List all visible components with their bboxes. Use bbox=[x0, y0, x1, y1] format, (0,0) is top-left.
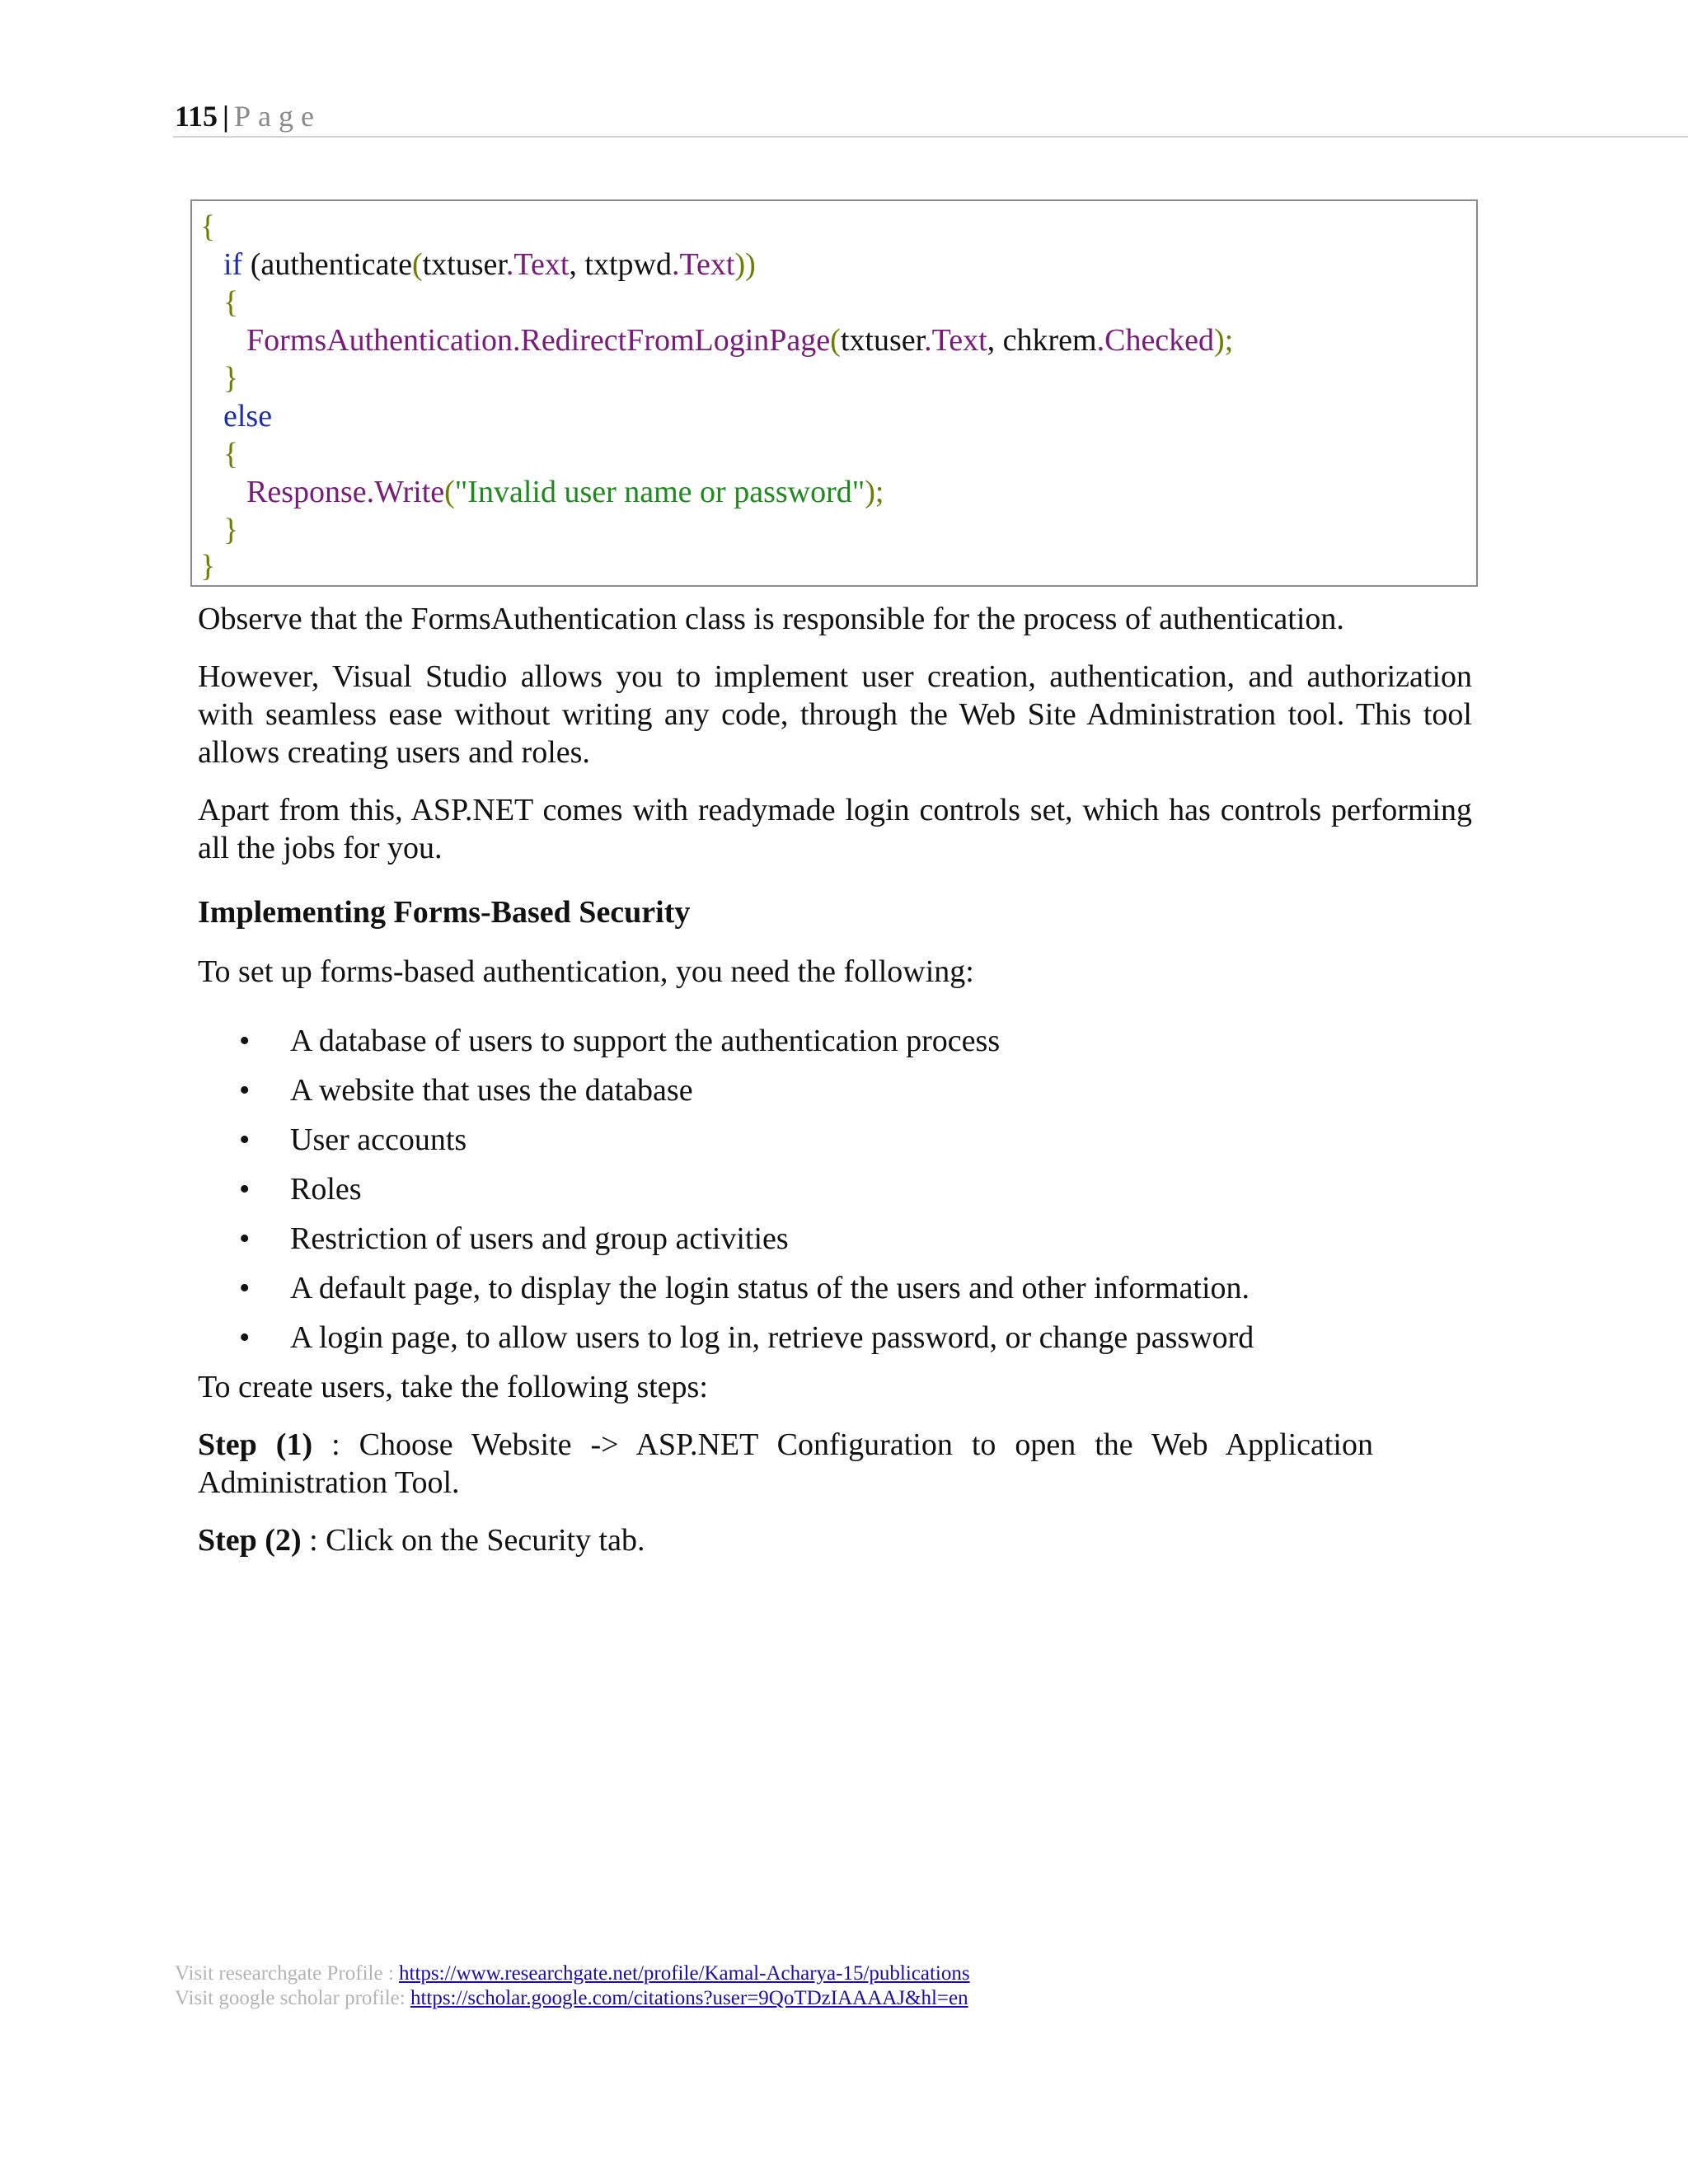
footer-researchgate bbox=[175, 1961, 970, 1986]
code-line-7: { bbox=[223, 437, 239, 471]
code-block bbox=[190, 199, 1478, 587]
code-line-5: } bbox=[223, 361, 239, 396]
paragraph-1: Observe that the FormsAuthentication class is responsible for the process of authentication. bbox=[198, 602, 1344, 636]
list-item: • A default page, to display the login status of the users and other information. bbox=[239, 1271, 1250, 1305]
list-item: • A database of users to support the authentication process bbox=[239, 1024, 1001, 1058]
step-2 bbox=[198, 1521, 1373, 1559]
paragraph-2: However, Visual Studio allows you to implement user creation, authentication, and authorization with seamless ease without writing any code, through the Web Site Administration tool. This tool allows creating users and roles. bbox=[198, 659, 1472, 770]
researchgate-link[interactable]: https://www.researchgate.net/profile/Kamal-Acharya-15/publications bbox=[399, 1962, 970, 1985]
section-heading: Implementing Forms-Based Security bbox=[198, 895, 691, 930]
paragraph-5: To create users, take the following steps: bbox=[198, 1370, 708, 1404]
list-item: • User accounts bbox=[239, 1122, 467, 1157]
code-line-2: if (authenticate(txtuser.Text, txtpwd.Text)) bbox=[223, 247, 756, 282]
list-item: • A login page, to allow users to log in, retrieve password, or change password bbox=[239, 1320, 1254, 1355]
header-separator: | bbox=[223, 100, 229, 133]
list-item: • A website that uses the database bbox=[239, 1073, 693, 1108]
code-line-6: else bbox=[223, 399, 273, 434]
page-number: 115 bbox=[175, 100, 218, 133]
code-line-1: { bbox=[200, 209, 216, 244]
requirements-list bbox=[198, 1022, 1472, 1368]
code-line-8: Response.Write("Invalid user name or password"); bbox=[246, 475, 884, 509]
code-line-4: FormsAuthentication.RedirectFromLoginPage(txtuser.Text, chkrem.Checked); bbox=[246, 323, 1234, 358]
list-item: • Roles bbox=[239, 1172, 362, 1207]
step-1 bbox=[198, 1426, 1373, 1502]
paragraph-3: Apart from this, ASP.NET comes with readymade login controls set, which has controls performing all the jobs for you. bbox=[198, 793, 1472, 865]
bullet-icon: • bbox=[239, 1122, 251, 1157]
page-header bbox=[175, 97, 321, 135]
bullet-icon: • bbox=[239, 1172, 251, 1207]
code-line-9: } bbox=[223, 513, 239, 547]
bullet-icon: • bbox=[239, 1073, 251, 1108]
step-1-label: Step (1) bbox=[198, 1427, 313, 1462]
page-label: Page bbox=[233, 100, 321, 133]
bullet-icon: • bbox=[239, 1024, 251, 1058]
code-line-3: { bbox=[223, 285, 239, 320]
paragraph-4: To set up forms-based authentication, you need the following: bbox=[198, 954, 974, 989]
header-rule bbox=[173, 136, 1688, 138]
footer-researchgate-label: Visit researchgate Profile : bbox=[175, 1962, 400, 1985]
code-line-10: } bbox=[200, 549, 216, 583]
bullet-icon: • bbox=[239, 1221, 251, 1256]
bullet-icon: • bbox=[239, 1320, 251, 1355]
bullet-icon: • bbox=[239, 1271, 251, 1305]
footer-scholar bbox=[175, 1986, 968, 2011]
scholar-link[interactable]: https://scholar.google.com/citations?user=9QoTDzIAAAAJ&hl=en bbox=[410, 1987, 968, 2009]
footer-scholar-label: Visit google scholar profile: bbox=[175, 1987, 410, 2009]
list-item: • Restriction of users and group activities bbox=[239, 1221, 789, 1256]
step-1-text: : Choose Website -> ASP.NET Configuration to open the Web Application Administration Tool. bbox=[198, 1427, 1373, 1500]
step-2-label: Step (2) bbox=[198, 1523, 302, 1558]
step-2-text: : Click on the Security tab. bbox=[301, 1523, 645, 1558]
